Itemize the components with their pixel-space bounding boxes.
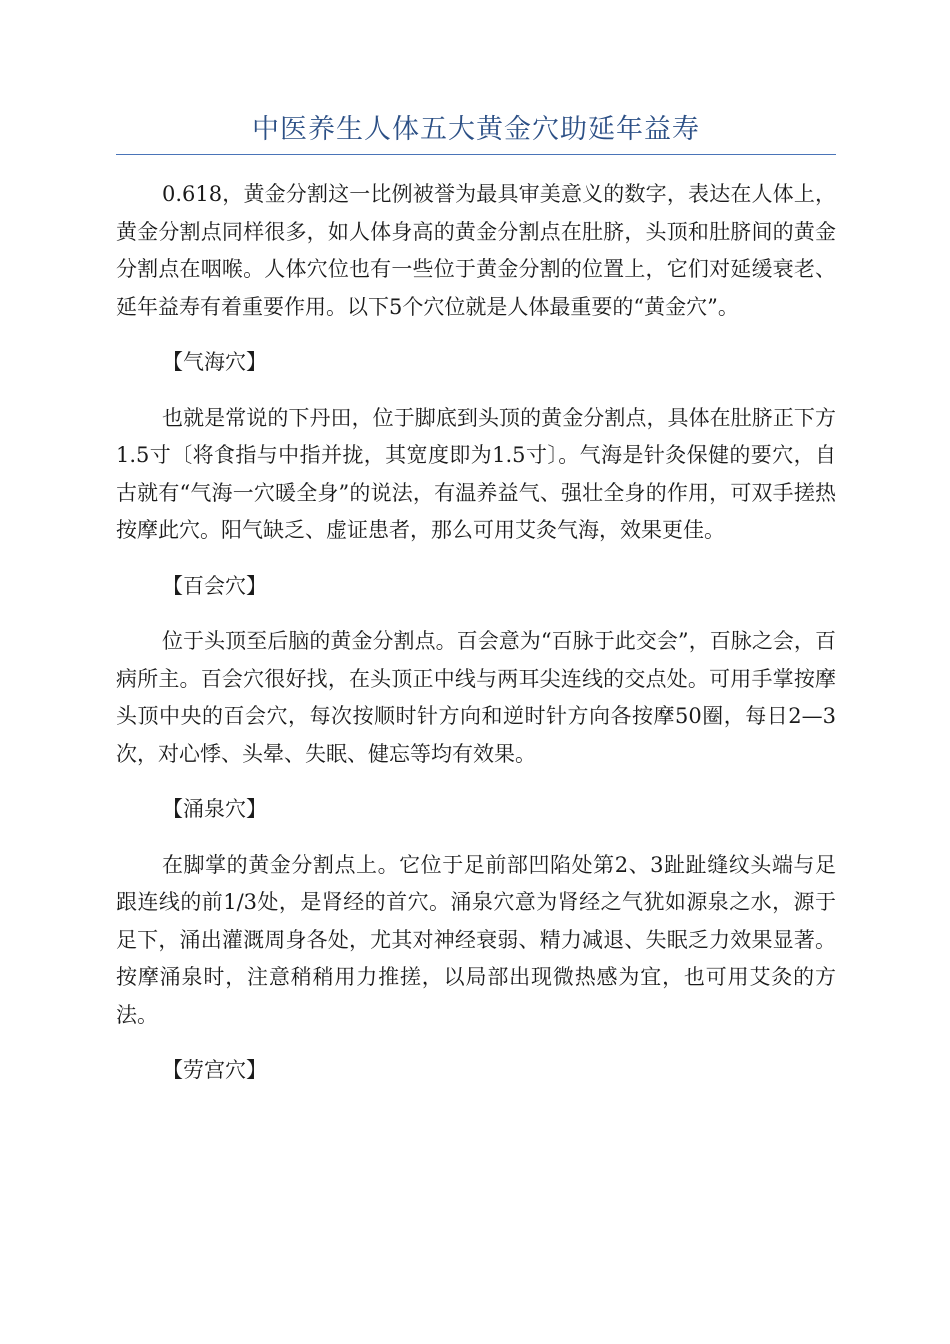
intro-paragraph: 0.618，黄金分割这一比例被誉为最具审美意义的数字，表达在人体上，黄金分割点同样很多，如人体身高的黄金分割点在肚脐，头顶和肚脐间的黄金分割点在咽喉。人体穴位也有一些位于黄金分割的位置上，它们对延缓衰老、延年益寿有着重要作用。以下5个穴位就是人体最重要的“黄金穴”。	[116, 182, 836, 319]
section-heading-baihui: 【百会穴】	[162, 573, 267, 598]
section-heading-yongquan: 【涌泉穴】	[162, 797, 267, 821]
section-text-qihai: 也就是常说的下丹田，位于脚底到头顶的黄金分割点，具体在肚脐正下方1.5寸〔将食指与中指并拢，其宽度即为1.5寸〕。气海是针灸保健的要穴，自古就有“气海一穴暖全身”的说法，有温养益气、强壮全身的作用，可双手搓热按摩此穴。阳气缺乏、虚证患者，那么可用艾灸气海，效果更佳。	[116, 405, 836, 542]
title-underline	[116, 154, 836, 155]
document-body	[116, 176, 836, 1108]
section-heading-qihai: 【气海穴】	[162, 350, 267, 374]
section-heading-laogong: 【劳宫穴】	[162, 1058, 267, 1082]
section-text-yongquan: 在脚掌的黄金分割点上。它位于足前部凹陷处第2、3趾趾缝纹头端与足跟连线的前1/3处，是肾经的首穴。涌泉穴意为肾经之气犹如源泉之水，源于足下，涌出灌溉周身各处，尤其对神经衰弱、精力减退、失眠乏力效果显著。按摩涌泉时，注意稍稍用力推搓，以局部出现微热感为宜，也可用艾灸的方法。	[116, 852, 836, 1027]
document-title: 中医养生人体五大黄金穴助延年益寿	[252, 114, 700, 145]
section-text-baihui: 位于头顶至后脑的黄金分割点。百会意为“百脉于此交会”，百脉之会，百病所主。百会穴很好找，在头顶正中线与两耳尖连线的交点处。可用手掌按摩头顶中央的百会穴，每次按顺时针方向和逆时针方向各按摩50圈，每日2—3次，对心悸、头晕、失眠、健忘等均有效果。	[116, 629, 836, 766]
